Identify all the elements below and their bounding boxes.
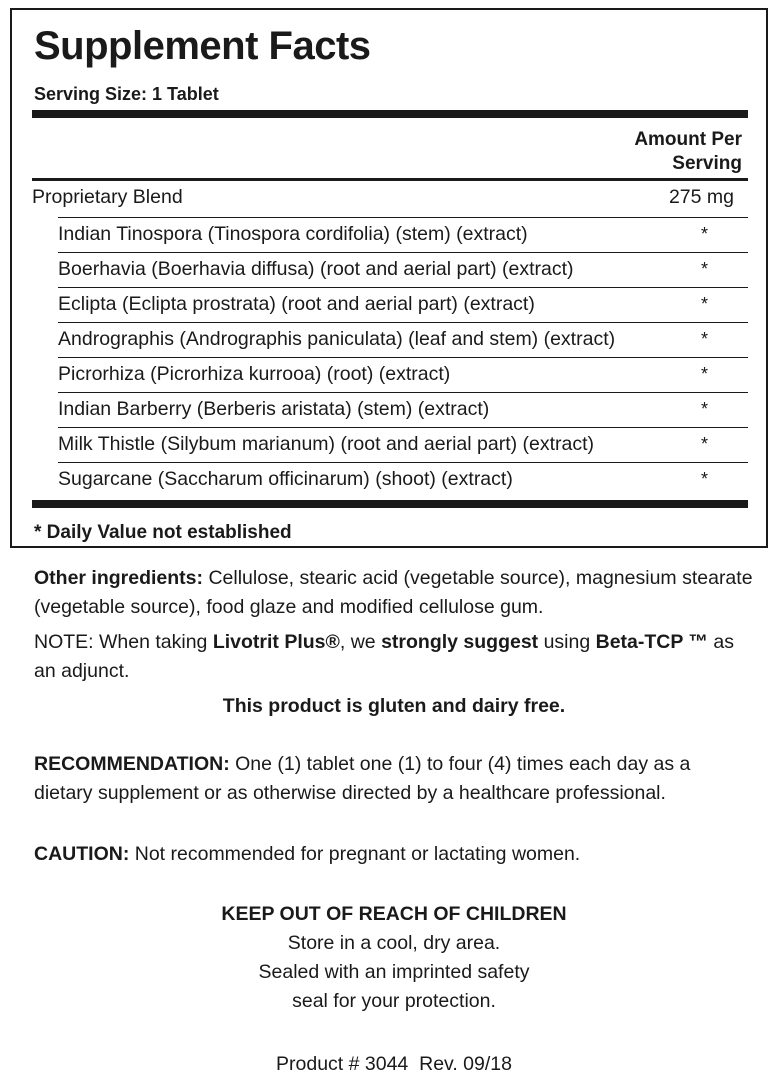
ingredient-row — [32, 217, 748, 252]
thick-divider-top — [32, 110, 748, 118]
storage-line: seal for your protection. — [292, 990, 496, 1012]
ingredient-row — [32, 392, 748, 427]
ingredient-amount: * — [700, 434, 708, 454]
ingredient-row — [32, 427, 748, 462]
ingredient-amount: * — [700, 329, 708, 349]
thick-divider-bottom — [32, 500, 748, 508]
ingredient-amount: * — [700, 364, 708, 384]
amount-per-serving-header — [572, 128, 742, 176]
caution-text: Not recommended for pregnant or lactating women. — [129, 843, 581, 865]
ingredient-amount: * — [700, 469, 708, 489]
product-info: Product # 3044 Rev. 09/18 — [276, 1053, 512, 1075]
note-adjunct: Beta-TCP ™ — [595, 631, 708, 653]
caution — [34, 840, 754, 869]
note-suffix: as an adjunct. — [34, 631, 734, 682]
ingredient-row — [32, 252, 748, 287]
caution-label: CAUTION: — [34, 843, 130, 865]
other-ingredients-label: Other ingredients: — [34, 567, 204, 589]
recommendation-text: One (1) tablet one (1) to four (4) times each day as a dietary supplement or as otherwise directed by a healthcare professional. — [34, 753, 691, 804]
ingredient-amount: * — [700, 294, 708, 314]
ingredient-name: Sugarcane (Saccharum officinarum) (shoot) (extract) — [58, 468, 513, 490]
recommendation-label: RECOMMENDATION: — [34, 753, 230, 775]
storage-block — [34, 900, 754, 1016]
storage-line: Store in a cool, dry area. — [287, 932, 501, 954]
serving-size: Serving Size: 1 Tablet — [34, 84, 219, 104]
ingredient-name: Indian Tinospora (Tinospora cordifolia) (stem) (extract) — [58, 223, 528, 245]
other-ingredients — [34, 564, 754, 622]
note-middle2: using — [538, 631, 596, 653]
blend-amount: 275 mg — [668, 186, 734, 208]
gluten-statement: This product is gluten and dairy free. — [222, 695, 566, 717]
ingredient-amount: * — [700, 259, 708, 279]
ingredient-name: Picrorhiza (Picrorhiza kurrooa) (root) (extract) — [58, 363, 451, 385]
ingredient-name: Boerhavia (Boerhavia diffusa) (root and aerial part) (extract) — [58, 258, 574, 280]
ingredient-amount: * — [700, 399, 708, 419]
ingredient-name: Indian Barberry (Berberis aristata) (stem) (extract) — [58, 398, 490, 420]
ingredient-row — [32, 322, 748, 357]
adjunct-note — [34, 628, 754, 686]
recommendation — [34, 750, 754, 808]
ingredient-row — [32, 462, 748, 497]
note-prefix: NOTE: When taking — [34, 631, 213, 653]
ingredient-name: Andrographis (Andrographis paniculata) (leaf and stem) (extract) — [58, 328, 616, 350]
ingredient-row — [32, 287, 748, 322]
panel-title: Supplement Facts — [34, 24, 371, 68]
supplement-facts-panel — [10, 8, 768, 548]
note-product: Livotrit Plus® — [212, 631, 340, 653]
ingredient-name: Eclipta (Eclipta prostrata) (root and aerial part) (extract) — [58, 293, 535, 315]
amount-header-line2: Serving — [672, 153, 742, 174]
ingredient-amount: * — [700, 224, 708, 244]
amount-header-line1: Amount Per — [634, 129, 742, 150]
note-emphasis: strongly suggest — [381, 631, 539, 653]
blend-row — [32, 180, 748, 215]
daily-value-footnote: * Daily Value not established — [34, 522, 292, 543]
ingredient-row — [32, 357, 748, 392]
other-ingredients-text: Cellulose, stearic acid (vegetable source), magnesium stearate (vegetable source), food glaze and modified cellulose gum. — [34, 567, 753, 618]
storage-line: Sealed with an imprinted safety — [258, 961, 530, 983]
keep-out-of-reach-heading: KEEP OUT OF REACH OF CHILDREN — [221, 903, 567, 925]
blend-name: Proprietary Blend — [32, 186, 183, 208]
ingredient-name: Milk Thistle (Silybum marianum) (root and aerial part) (extract) — [58, 433, 595, 455]
note-middle1: , we — [339, 631, 382, 653]
